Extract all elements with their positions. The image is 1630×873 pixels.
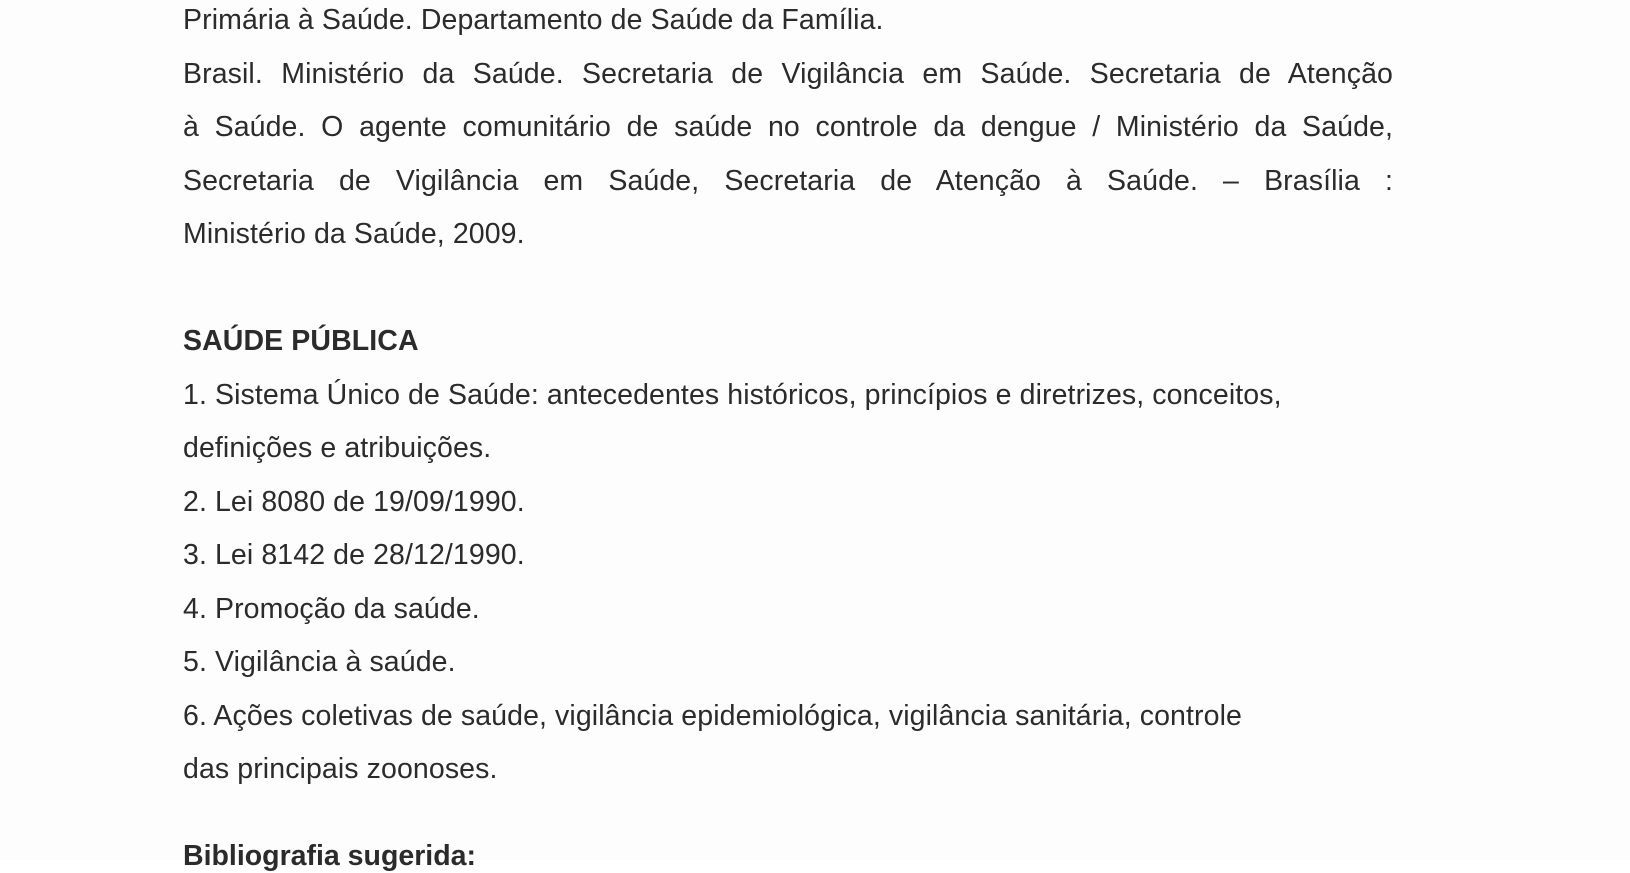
paragraph-gap — [183, 262, 1393, 316]
list-item: 2. Lei 8080 de 19/09/1990. — [183, 485, 525, 518]
list-item: 4. Promoção da saúde. — [183, 592, 480, 625]
reference-line: Brasil. Ministério da Saúde. Secretaria de Vigilância em Saúde. Secretaria de Atenção — [183, 57, 1393, 90]
list-item-continuation: das principais zoonoses. — [183, 753, 498, 785]
section-heading: SAÚDE PÚBLICA — [183, 325, 419, 357]
reference-line: Secretaria de Vigilância em Saúde, Secretaria de Atenção à Saúde. – Brasília : — [183, 164, 1393, 197]
list-item: 1. Sistema Único de Saúde: antecedentes históricos, princípios e diretrizes, conceitos, — [183, 378, 1282, 411]
list-item: 6. Ações coletivas de saúde, vigilância epidemiológica, vigilância sanitária, controle — [183, 699, 1242, 732]
list-item-continuation: definições e atribuições. — [183, 432, 492, 464]
reference-line: à Saúde. O agente comunitário de saúde no controle da dengue / Ministério da Saúde, — [183, 111, 1393, 143]
reference-line: Primária à Saúde. Departamento de Saúde da Família. — [183, 4, 884, 36]
bibliography-heading: Bibliografia sugerida: — [183, 840, 476, 872]
list-item: 5. Vigilância à saúde. — [183, 646, 456, 678]
list-item: 3. Lei 8142 de 28/12/1990. — [183, 539, 525, 571]
reference-line: Ministério da Saúde, 2009. — [183, 218, 525, 250]
document-body — [183, 0, 1393, 797]
